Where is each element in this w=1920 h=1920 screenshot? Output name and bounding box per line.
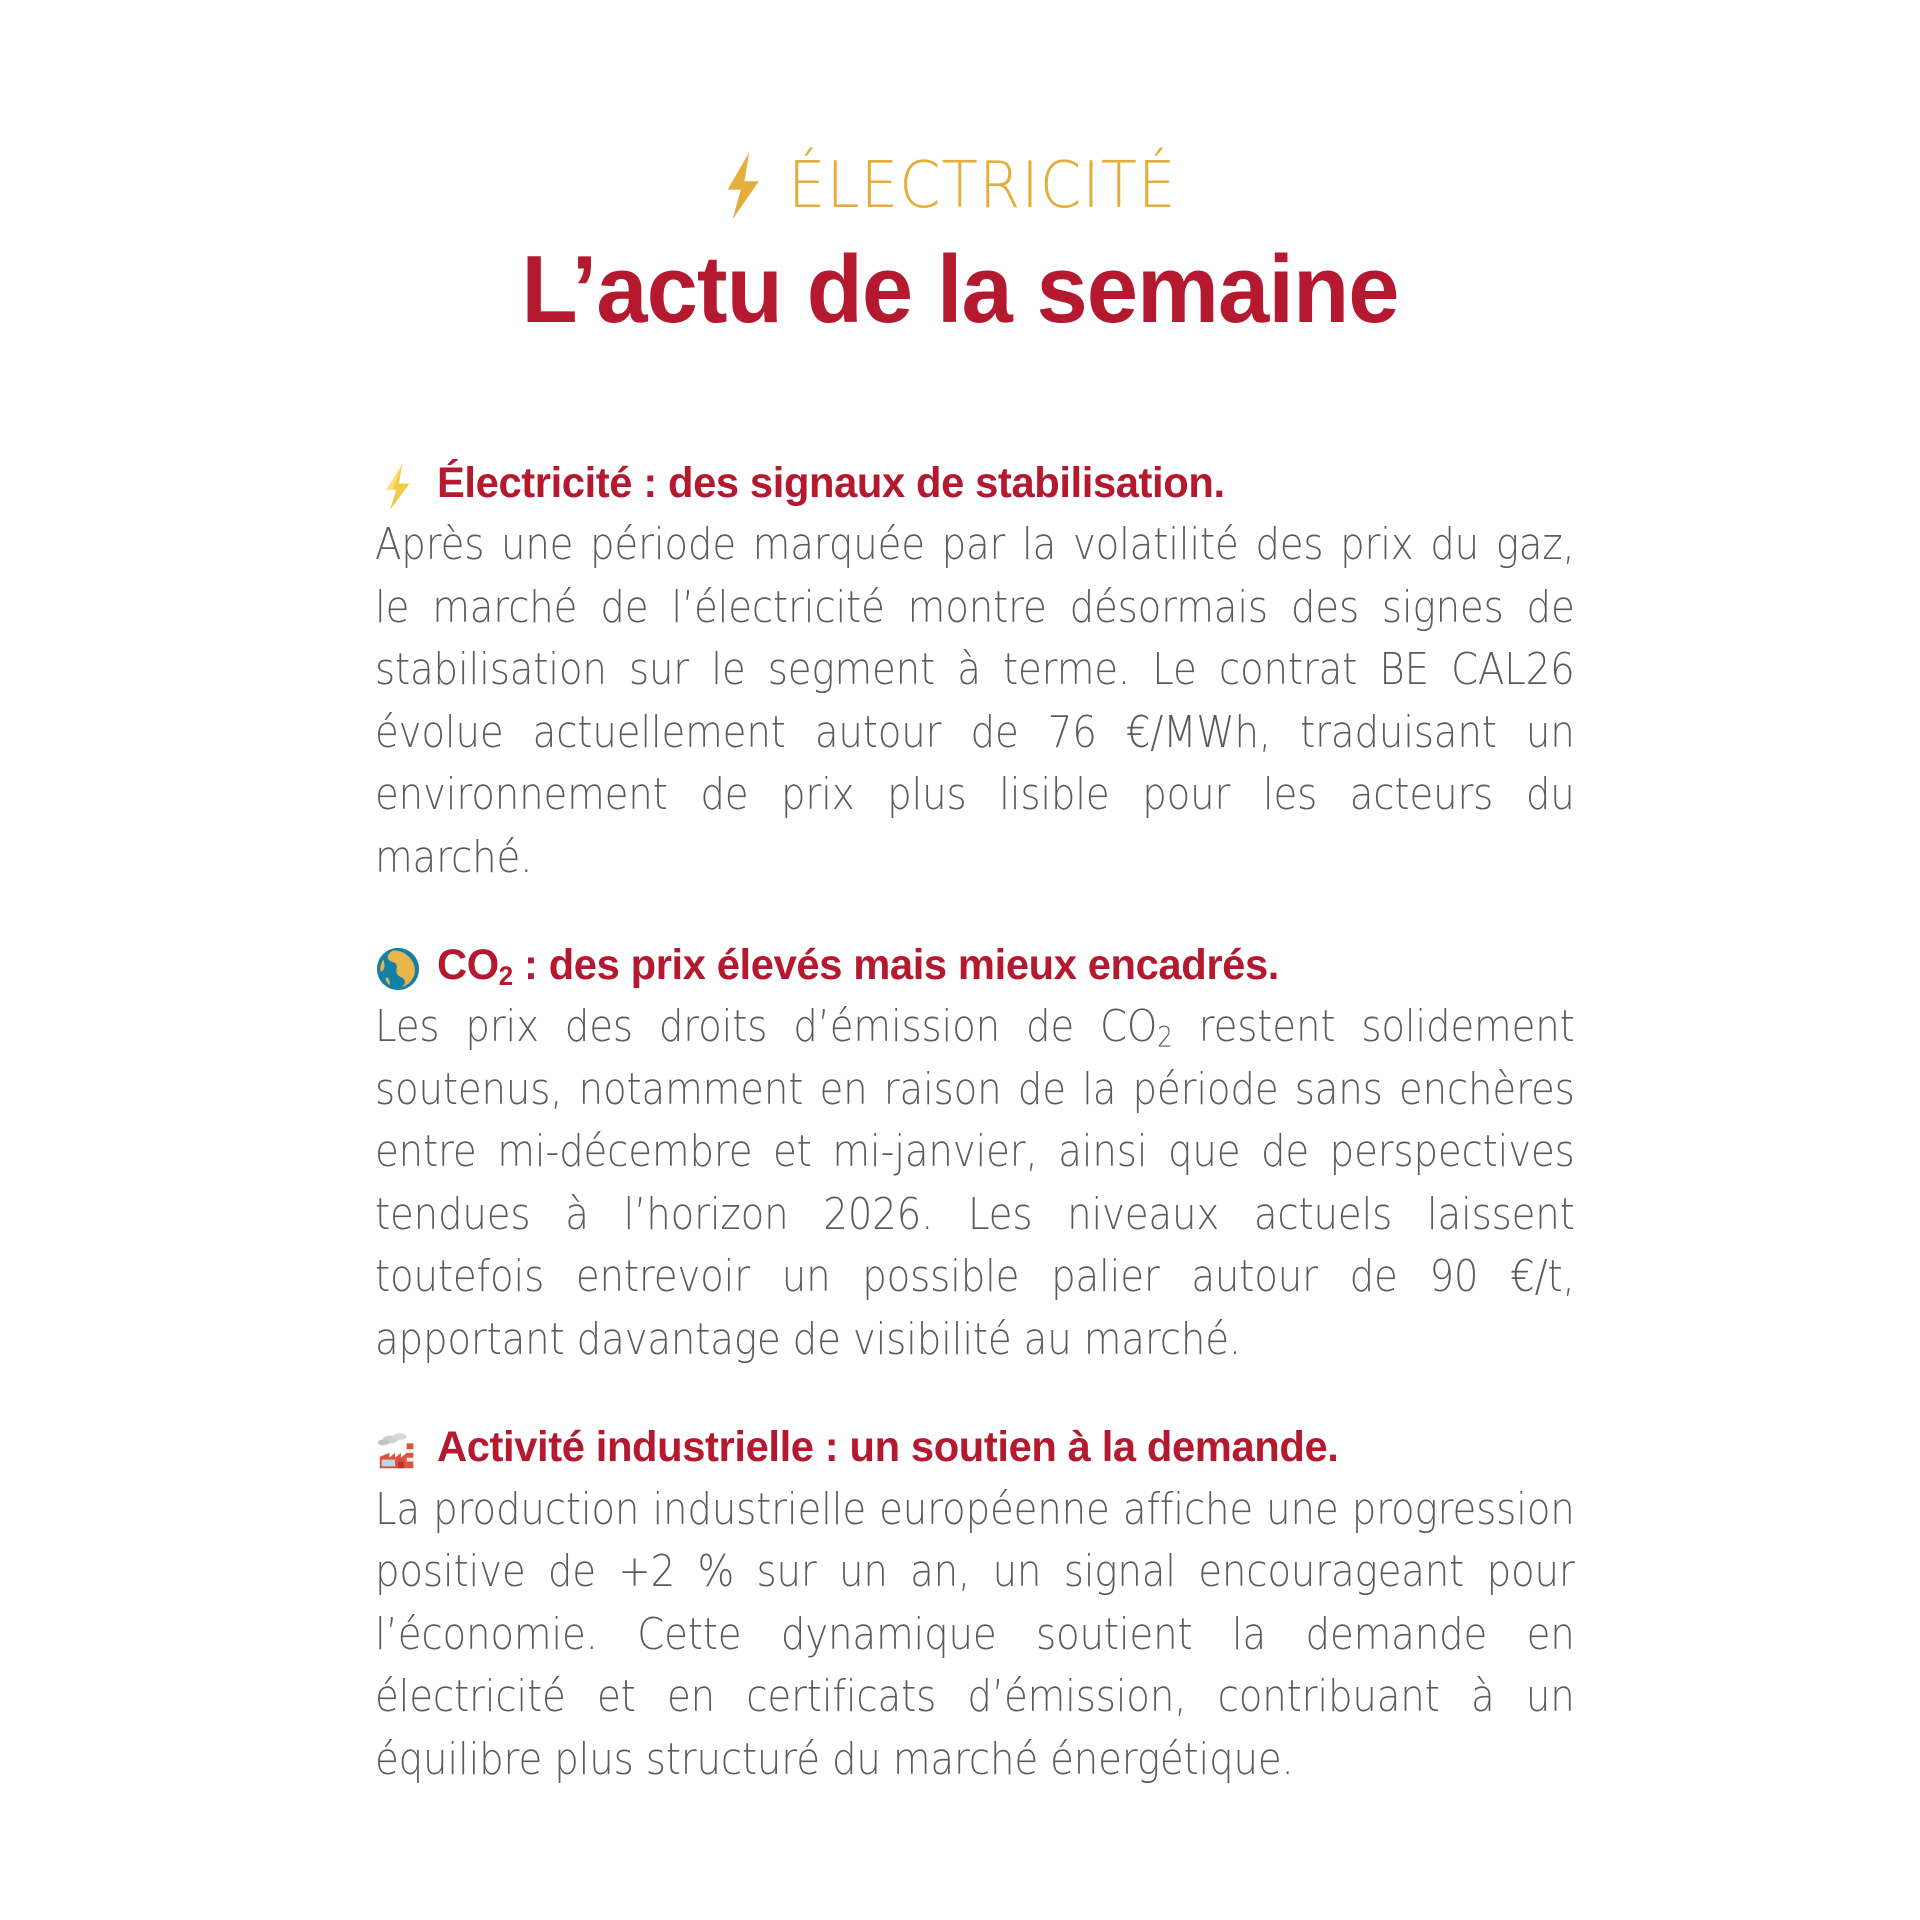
content-area <box>180 459 1740 1791</box>
section-header <box>375 459 1575 508</box>
section-title: Électricité : des signaux de stabilisation. <box>437 458 1225 507</box>
section-co2 <box>375 941 1575 1371</box>
section-paragraph <box>375 996 1575 1371</box>
lightning-bolt-icon <box>714 150 770 222</box>
section-title-suffix: : des prix élevés mais mieux encadrés. <box>512 941 1280 990</box>
kicker-row <box>0 150 1920 222</box>
section-paragraph: La production industrielle européenne affiche une progression positive de +2 % sur un an, un signal encourageant pour l’économie. Cette dynamique soutient la demande en électricité et en certificats d’émission, contribuant à un équilibre plus structuré du marché énergétique. <box>375 1483 1575 1785</box>
section-header <box>375 1423 1575 1472</box>
section-paragraph: Après une période marquée par la volatilité des prix du gaz, le marché de l’électricité montre désormais des signes de stabilisation sur le segment à terme. Le contrat BE CAL26 évolue actuellement autour de 76 €/MWh, traduisant un environnement de prix plus lisible pour les acteurs du marché. <box>375 519 1575 883</box>
paragraph-subscript: 2 <box>1157 1021 1173 1055</box>
section-title-prefix: CO <box>437 941 499 990</box>
section-header <box>375 941 1575 990</box>
lightning-bolt-icon <box>375 463 421 511</box>
globe-europe-africa-icon <box>375 945 421 993</box>
paragraph-part-2: restent solidement soutenus, notamment en raison de la période sans enchères entre mi-décembre et mi-janvier, ainsi que de perspectives tendues à l’horizon 2026. Les niveaux actuels laissent toutefois entrevoir un possible palier autour de 90 €/t, apportant davantage de visibilité au marché. <box>375 1001 1575 1365</box>
section-activite-industrielle <box>375 1423 1575 1791</box>
section-title-subscript: 2 <box>498 960 513 991</box>
header <box>0 0 1920 341</box>
factory-icon <box>375 1427 421 1475</box>
section-title <box>437 941 1279 990</box>
section-title: Activité industrielle : un soutien à la demande. <box>437 1423 1339 1472</box>
paragraph-part-1: Les prix des droits d’émission de CO <box>375 1001 1158 1053</box>
section-electricite <box>375 459 1575 889</box>
page-title: L’actu de la semaine <box>521 236 1399 343</box>
kicker-label: ÉLECTRICITÉ <box>788 149 1177 223</box>
